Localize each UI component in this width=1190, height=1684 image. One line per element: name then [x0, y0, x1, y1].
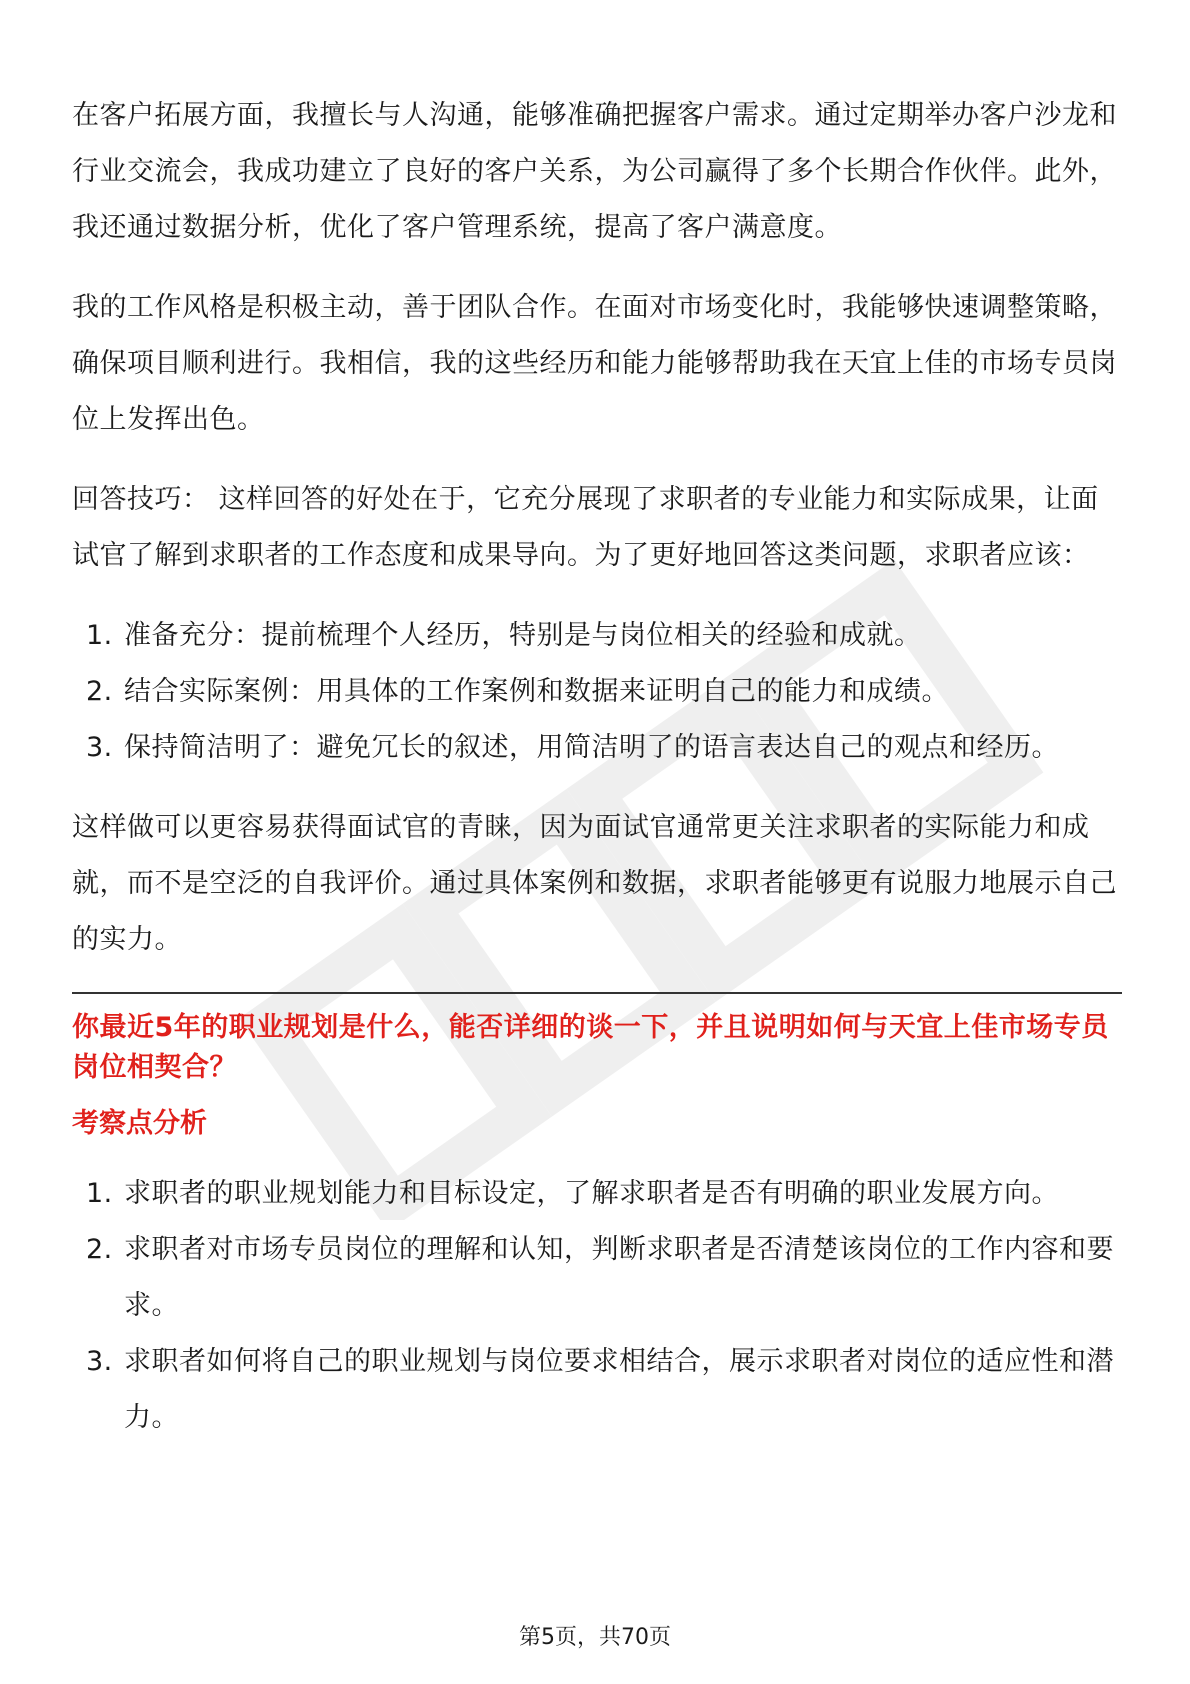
analysis-list [72, 1166, 1122, 1446]
analysis-title: 考察点分析 [72, 1108, 207, 1139]
list-number: 2. [86, 1234, 113, 1265]
page-content [72, 88, 1122, 1470]
list-item [72, 720, 1122, 776]
list-number: 3. [86, 1346, 113, 1377]
list-number: 1. [86, 1178, 113, 1209]
paragraph-answer-tips: 回答技巧： 这样回答的好处在于，它充分展现了求职者的专业能力和实际成果，让面试官了解到求职者的工作态度和成果导向。为了更好地回答这类问题，求职者应该： [72, 484, 1099, 571]
list-text: 保持简洁明了：避免冗长的叙述，用简洁明了的语言表达自己的观点和经历。 [124, 732, 1059, 763]
paragraph-customer-expansion: 在客户拓展方面，我擅长与人沟通，能够准确把握客户需求。通过定期举办客户沙龙和行业交流会，我成功建立了良好的客户关系，为公司赢得了多个长期合作伙伴。此外，我还通过数据分析，优化了客户管理系统，提高了客户满意度。 [72, 100, 1117, 243]
list-item [72, 1334, 1122, 1446]
list-item [72, 664, 1122, 720]
list-item [72, 1166, 1122, 1222]
list-text: 结合实际案例：用具体的工作案例和数据来证明自己的能力和成绩。 [124, 676, 949, 707]
question-heading: 你最近5年的职业规划是什么，能否详细的谈一下，并且说明如何与天宜上佳市场专员岗位相契合？ [72, 1012, 1109, 1083]
list-text: 求职者如何将自己的职业规划与岗位要求相结合，展示求职者对岗位的适应性和潜力。 [124, 1346, 1114, 1433]
paragraph-conclusion: 这样做可以更容易获得面试官的青睐，因为面试官通常更关注求职者的实际能力和成就，而不是空泛的自我评价。通过具体案例和数据，求职者能够更有说服力地展示自己的实力。 [72, 812, 1117, 955]
page-footer: 第5页，共70页 [519, 1625, 671, 1650]
list-number: 3. [86, 732, 113, 763]
list-text: 求职者对市场专员岗位的理解和认知，判断求职者是否清楚该岗位的工作内容和要求。 [124, 1234, 1114, 1321]
list-number: 1. [86, 620, 113, 651]
list-text: 求职者的职业规划能力和目标设定，了解求职者是否有明确的职业发展方向。 [124, 1178, 1059, 1209]
tips-list [72, 608, 1122, 776]
paragraph-work-style: 我的工作风格是积极主动，善于团队合作。在面对市场变化时，我能够快速调整策略，确保项目顺利进行。我相信，我的这些经历和能力能够帮助我在天宜上佳的市场专员岗位上发挥出色。 [72, 292, 1117, 435]
list-text: 准备充分：提前梳理个人经历，特别是与岗位相关的经验和成就。 [124, 620, 922, 651]
list-item [72, 1222, 1122, 1334]
list-item [72, 608, 1122, 664]
list-number: 2. [86, 676, 113, 707]
section-divider [72, 992, 1122, 994]
